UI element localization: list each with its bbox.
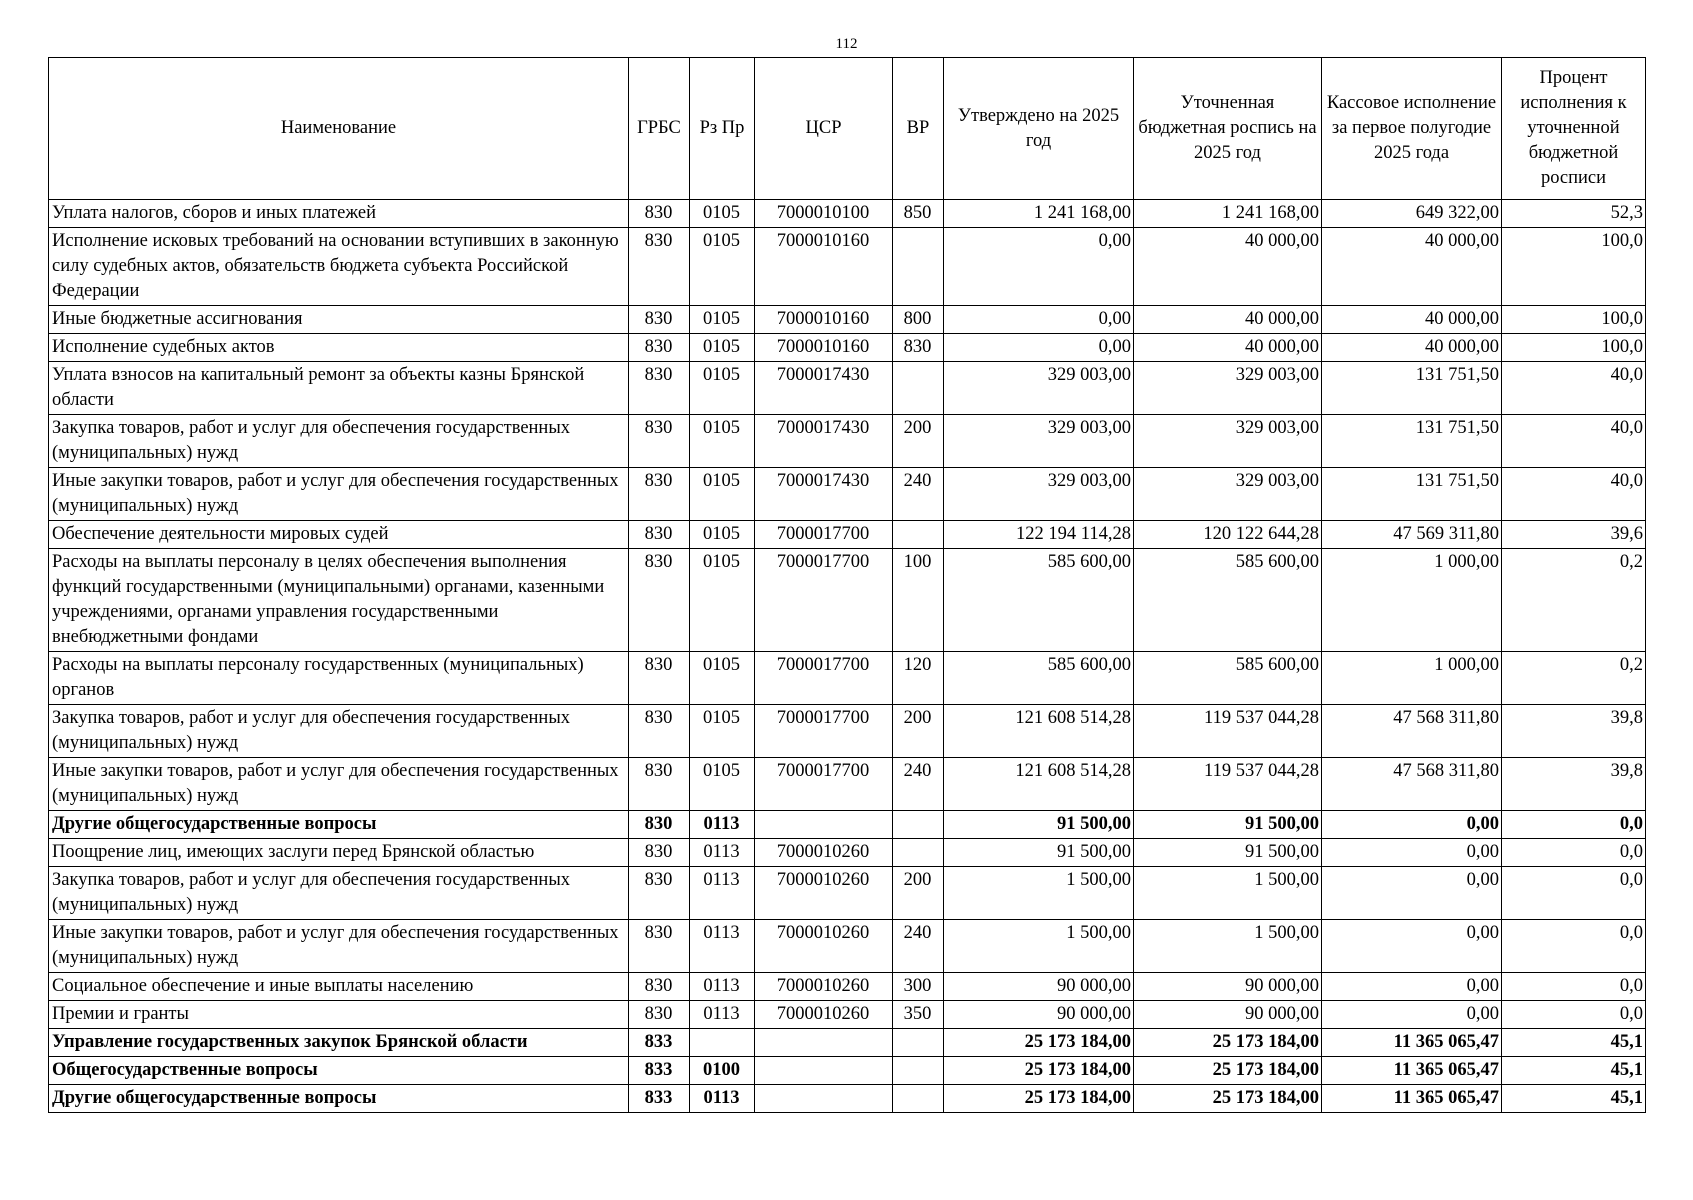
cell-approved: 585 600,00 bbox=[944, 549, 1134, 652]
cell-vr: 240 bbox=[893, 920, 944, 973]
cell-cash: 47 568 311,80 bbox=[1322, 705, 1502, 758]
cell-vr bbox=[893, 1057, 944, 1085]
cell-vr bbox=[893, 1085, 944, 1113]
cell-refined: 1 241 168,00 bbox=[1134, 200, 1322, 228]
cell-rzpr: 0113 bbox=[690, 1001, 755, 1029]
cell-grbs: 833 bbox=[629, 1057, 690, 1085]
cell-name: Иные закупки товаров, работ и услуг для обеспечения государственных (муниципальных) нужд bbox=[49, 920, 629, 973]
cell-vr bbox=[893, 1029, 944, 1057]
cell-rzpr: 0105 bbox=[690, 334, 755, 362]
cell-name: Расходы на выплаты персоналу в целях обеспечения выполнения функций государственными (муниципальными) органами, казенными учреждениями, органами управления государственными внебюджетными фондами bbox=[49, 549, 629, 652]
cell-csr: 7000010160 bbox=[755, 334, 893, 362]
cell-name: Премии и гранты bbox=[49, 1001, 629, 1029]
cell-rzpr: 0105 bbox=[690, 200, 755, 228]
cell-rzpr: 0105 bbox=[690, 415, 755, 468]
page-number: 112 bbox=[835, 36, 858, 52]
cell-vr: 240 bbox=[893, 468, 944, 521]
cell-percent: 45,1 bbox=[1502, 1085, 1646, 1113]
cell-refined: 329 003,00 bbox=[1134, 362, 1322, 415]
cell-cash: 131 751,50 bbox=[1322, 415, 1502, 468]
cell-cash: 0,00 bbox=[1322, 811, 1502, 839]
cell-grbs: 830 bbox=[629, 200, 690, 228]
cell-refined: 1 500,00 bbox=[1134, 867, 1322, 920]
cell-csr: 7000010260 bbox=[755, 973, 893, 1001]
header-vr: ВР bbox=[893, 58, 944, 200]
cell-percent: 0,0 bbox=[1502, 920, 1646, 973]
cell-csr: 7000010100 bbox=[755, 200, 893, 228]
cell-percent: 40,0 bbox=[1502, 362, 1646, 415]
cell-grbs: 830 bbox=[629, 1001, 690, 1029]
cell-vr: 120 bbox=[893, 652, 944, 705]
cell-csr bbox=[755, 811, 893, 839]
cell-grbs: 833 bbox=[629, 1029, 690, 1057]
cell-rzpr: 0113 bbox=[690, 920, 755, 973]
header-percent: Процент исполнения к уточненной бюджетной росписи bbox=[1502, 58, 1646, 200]
cell-cash: 0,00 bbox=[1322, 839, 1502, 867]
cell-refined: 25 173 184,00 bbox=[1134, 1057, 1322, 1085]
cell-approved: 1 241 168,00 bbox=[944, 200, 1134, 228]
cell-approved: 329 003,00 bbox=[944, 415, 1134, 468]
cell-vr bbox=[893, 362, 944, 415]
cell-percent: 100,0 bbox=[1502, 228, 1646, 306]
cell-csr: 7000017700 bbox=[755, 758, 893, 811]
header-refined: Уточненная бюджетная роспись на 2025 год bbox=[1134, 58, 1322, 200]
table-header-row bbox=[49, 58, 1646, 200]
cell-vr: 100 bbox=[893, 549, 944, 652]
cell-vr: 200 bbox=[893, 867, 944, 920]
cell-rzpr: 0105 bbox=[690, 228, 755, 306]
cell-cash: 1 000,00 bbox=[1322, 652, 1502, 705]
cell-csr: 7000017430 bbox=[755, 362, 893, 415]
cell-refined: 585 600,00 bbox=[1134, 652, 1322, 705]
header-cash: Кассовое исполнение за первое полугодие 2025 года bbox=[1322, 58, 1502, 200]
cell-approved: 90 000,00 bbox=[944, 1001, 1134, 1029]
cell-rzpr: 0105 bbox=[690, 521, 755, 549]
cell-refined: 329 003,00 bbox=[1134, 415, 1322, 468]
cell-grbs: 830 bbox=[629, 415, 690, 468]
cell-cash: 40 000,00 bbox=[1322, 306, 1502, 334]
cell-approved: 25 173 184,00 bbox=[944, 1029, 1134, 1057]
cell-vr: 300 bbox=[893, 973, 944, 1001]
cell-approved: 0,00 bbox=[944, 306, 1134, 334]
cell-csr bbox=[755, 1029, 893, 1057]
cell-grbs: 830 bbox=[629, 811, 690, 839]
cell-percent: 39,6 bbox=[1502, 521, 1646, 549]
table-row bbox=[49, 705, 1646, 758]
cell-grbs: 830 bbox=[629, 839, 690, 867]
cell-refined: 40 000,00 bbox=[1134, 306, 1322, 334]
cell-vr: 200 bbox=[893, 415, 944, 468]
cell-name: Иные бюджетные ассигнования bbox=[49, 306, 629, 334]
cell-percent: 100,0 bbox=[1502, 306, 1646, 334]
cell-vr bbox=[893, 228, 944, 306]
cell-vr: 850 bbox=[893, 200, 944, 228]
table-row bbox=[49, 228, 1646, 306]
cell-csr: 7000017700 bbox=[755, 549, 893, 652]
cell-rzpr: 0113 bbox=[690, 1085, 755, 1113]
cell-rzpr: 0105 bbox=[690, 652, 755, 705]
cell-vr: 830 bbox=[893, 334, 944, 362]
cell-csr bbox=[755, 1085, 893, 1113]
cell-cash: 131 751,50 bbox=[1322, 362, 1502, 415]
table-row bbox=[49, 1057, 1646, 1085]
cell-cash: 1 000,00 bbox=[1322, 549, 1502, 652]
cell-vr bbox=[893, 811, 944, 839]
cell-name: Закупка товаров, работ и услуг для обеспечения государственных (муниципальных) нужд bbox=[49, 867, 629, 920]
cell-refined: 91 500,00 bbox=[1134, 811, 1322, 839]
table-row bbox=[49, 1001, 1646, 1029]
cell-grbs: 830 bbox=[629, 306, 690, 334]
cell-rzpr bbox=[690, 1029, 755, 1057]
table-row bbox=[49, 334, 1646, 362]
cell-name: Другие общегосударственные вопросы bbox=[49, 1085, 629, 1113]
cell-refined: 90 000,00 bbox=[1134, 973, 1322, 1001]
cell-refined: 40 000,00 bbox=[1134, 334, 1322, 362]
cell-cash: 47 569 311,80 bbox=[1322, 521, 1502, 549]
cell-approved: 91 500,00 bbox=[944, 811, 1134, 839]
table-row bbox=[49, 920, 1646, 973]
cell-approved: 329 003,00 bbox=[944, 362, 1134, 415]
cell-rzpr: 0105 bbox=[690, 758, 755, 811]
cell-name: Закупка товаров, работ и услуг для обеспечения государственных (муниципальных) нужд bbox=[49, 415, 629, 468]
cell-percent: 100,0 bbox=[1502, 334, 1646, 362]
cell-grbs: 830 bbox=[629, 920, 690, 973]
cell-vr: 200 bbox=[893, 705, 944, 758]
cell-refined: 40 000,00 bbox=[1134, 228, 1322, 306]
table-row bbox=[49, 867, 1646, 920]
cell-approved: 1 500,00 bbox=[944, 867, 1134, 920]
cell-refined: 90 000,00 bbox=[1134, 1001, 1322, 1029]
cell-name: Управление государственных закупок Брянской области bbox=[49, 1029, 629, 1057]
cell-approved: 25 173 184,00 bbox=[944, 1085, 1134, 1113]
cell-rzpr: 0113 bbox=[690, 973, 755, 1001]
cell-grbs: 830 bbox=[629, 468, 690, 521]
cell-grbs: 830 bbox=[629, 334, 690, 362]
cell-refined: 119 537 044,28 bbox=[1134, 758, 1322, 811]
table-row bbox=[49, 549, 1646, 652]
cell-refined: 585 600,00 bbox=[1134, 549, 1322, 652]
cell-grbs: 830 bbox=[629, 973, 690, 1001]
table-row bbox=[49, 839, 1646, 867]
table-row bbox=[49, 652, 1646, 705]
cell-rzpr: 0100 bbox=[690, 1057, 755, 1085]
cell-percent: 0,0 bbox=[1502, 1001, 1646, 1029]
table-row bbox=[49, 200, 1646, 228]
budget-table bbox=[48, 57, 1646, 1113]
cell-csr: 7000017430 bbox=[755, 415, 893, 468]
table-row bbox=[49, 362, 1646, 415]
cell-csr: 7000010260 bbox=[755, 867, 893, 920]
cell-cash: 40 000,00 bbox=[1322, 334, 1502, 362]
table-row bbox=[49, 758, 1646, 811]
cell-name: Обеспечение деятельности мировых судей bbox=[49, 521, 629, 549]
cell-name: Поощрение лиц, имеющих заслуги перед Брянской областью bbox=[49, 839, 629, 867]
cell-approved: 121 608 514,28 bbox=[944, 758, 1134, 811]
cell-rzpr: 0105 bbox=[690, 306, 755, 334]
cell-name: Общегосударственные вопросы bbox=[49, 1057, 629, 1085]
header-rzpr: Рз Пр bbox=[690, 58, 755, 200]
cell-name: Иные закупки товаров, работ и услуг для обеспечения государственных (муниципальных) нужд bbox=[49, 758, 629, 811]
cell-grbs: 830 bbox=[629, 758, 690, 811]
cell-csr: 7000010260 bbox=[755, 839, 893, 867]
cell-csr: 7000017430 bbox=[755, 468, 893, 521]
cell-name: Исполнение исковых требований на основании вступивших в законную силу судебных актов, обязательств бюджета субъекта Российской Федерации bbox=[49, 228, 629, 306]
cell-cash: 0,00 bbox=[1322, 920, 1502, 973]
cell-approved: 0,00 bbox=[944, 228, 1134, 306]
cell-refined: 1 500,00 bbox=[1134, 920, 1322, 973]
cell-percent: 0,0 bbox=[1502, 839, 1646, 867]
cell-rzpr: 0113 bbox=[690, 867, 755, 920]
cell-name: Социальное обеспечение и иные выплаты населению bbox=[49, 973, 629, 1001]
cell-percent: 40,0 bbox=[1502, 415, 1646, 468]
cell-cash: 11 365 065,47 bbox=[1322, 1057, 1502, 1085]
cell-approved: 585 600,00 bbox=[944, 652, 1134, 705]
table-row bbox=[49, 973, 1646, 1001]
cell-refined: 25 173 184,00 bbox=[1134, 1085, 1322, 1113]
cell-name: Другие общегосударственные вопросы bbox=[49, 811, 629, 839]
cell-rzpr: 0113 bbox=[690, 811, 755, 839]
cell-approved: 91 500,00 bbox=[944, 839, 1134, 867]
cell-name: Иные закупки товаров, работ и услуг для обеспечения государственных (муниципальных) нужд bbox=[49, 468, 629, 521]
cell-name: Уплата взносов на капитальный ремонт за объекты казны Брянской области bbox=[49, 362, 629, 415]
cell-name: Закупка товаров, работ и услуг для обеспечения государственных (муниципальных) нужд bbox=[49, 705, 629, 758]
cell-name: Расходы на выплаты персоналу государственных (муниципальных) органов bbox=[49, 652, 629, 705]
cell-percent: 0,2 bbox=[1502, 652, 1646, 705]
cell-percent: 40,0 bbox=[1502, 468, 1646, 521]
cell-percent: 0,2 bbox=[1502, 549, 1646, 652]
cell-percent: 52,3 bbox=[1502, 200, 1646, 228]
cell-grbs: 830 bbox=[629, 705, 690, 758]
cell-cash: 0,00 bbox=[1322, 867, 1502, 920]
cell-cash: 0,00 bbox=[1322, 973, 1502, 1001]
cell-rzpr: 0105 bbox=[690, 549, 755, 652]
cell-vr: 350 bbox=[893, 1001, 944, 1029]
header-grbs: ГРБС bbox=[629, 58, 690, 200]
cell-name: Исполнение судебных актов bbox=[49, 334, 629, 362]
table-row bbox=[49, 306, 1646, 334]
cell-rzpr: 0105 bbox=[690, 705, 755, 758]
cell-vr: 240 bbox=[893, 758, 944, 811]
cell-percent: 39,8 bbox=[1502, 758, 1646, 811]
cell-grbs: 830 bbox=[629, 228, 690, 306]
cell-csr: 7000010260 bbox=[755, 920, 893, 973]
cell-percent: 0,0 bbox=[1502, 811, 1646, 839]
cell-csr: 7000017700 bbox=[755, 521, 893, 549]
header-name: Наименование bbox=[49, 58, 629, 200]
cell-csr: 7000010260 bbox=[755, 1001, 893, 1029]
cell-cash: 649 322,00 bbox=[1322, 200, 1502, 228]
cell-percent: 45,1 bbox=[1502, 1057, 1646, 1085]
table-body bbox=[49, 200, 1646, 1113]
cell-refined: 120 122 644,28 bbox=[1134, 521, 1322, 549]
header-approved: Утверждено на 2025 год bbox=[944, 58, 1134, 200]
cell-vr: 800 bbox=[893, 306, 944, 334]
cell-rzpr: 0105 bbox=[690, 468, 755, 521]
cell-grbs: 830 bbox=[629, 867, 690, 920]
table-row bbox=[49, 468, 1646, 521]
cell-refined: 91 500,00 bbox=[1134, 839, 1322, 867]
cell-approved: 121 608 514,28 bbox=[944, 705, 1134, 758]
cell-rzpr: 0105 bbox=[690, 362, 755, 415]
cell-approved: 122 194 114,28 bbox=[944, 521, 1134, 549]
cell-cash: 0,00 bbox=[1322, 1001, 1502, 1029]
table-row bbox=[49, 415, 1646, 468]
cell-percent: 39,8 bbox=[1502, 705, 1646, 758]
cell-approved: 329 003,00 bbox=[944, 468, 1134, 521]
table-row bbox=[49, 521, 1646, 549]
cell-refined: 25 173 184,00 bbox=[1134, 1029, 1322, 1057]
cell-cash: 131 751,50 bbox=[1322, 468, 1502, 521]
cell-vr bbox=[893, 839, 944, 867]
cell-refined: 329 003,00 bbox=[1134, 468, 1322, 521]
header-csr: ЦСР bbox=[755, 58, 893, 200]
cell-grbs: 830 bbox=[629, 521, 690, 549]
cell-percent: 0,0 bbox=[1502, 973, 1646, 1001]
cell-csr: 7000017700 bbox=[755, 652, 893, 705]
cell-csr: 7000010160 bbox=[755, 228, 893, 306]
cell-cash: 11 365 065,47 bbox=[1322, 1085, 1502, 1113]
cell-vr bbox=[893, 521, 944, 549]
cell-grbs: 830 bbox=[629, 652, 690, 705]
cell-cash: 40 000,00 bbox=[1322, 228, 1502, 306]
cell-grbs: 833 bbox=[629, 1085, 690, 1113]
table-row bbox=[49, 1029, 1646, 1057]
table-row bbox=[49, 1085, 1646, 1113]
table-row bbox=[49, 811, 1646, 839]
cell-name: Уплата налогов, сборов и иных платежей bbox=[49, 200, 629, 228]
cell-cash: 47 568 311,80 bbox=[1322, 758, 1502, 811]
cell-approved: 1 500,00 bbox=[944, 920, 1134, 973]
cell-approved: 25 173 184,00 bbox=[944, 1057, 1134, 1085]
cell-cash: 11 365 065,47 bbox=[1322, 1029, 1502, 1057]
cell-approved: 90 000,00 bbox=[944, 973, 1134, 1001]
cell-rzpr: 0113 bbox=[690, 839, 755, 867]
cell-csr bbox=[755, 1057, 893, 1085]
cell-percent: 45,1 bbox=[1502, 1029, 1646, 1057]
cell-grbs: 830 bbox=[629, 362, 690, 415]
cell-grbs: 830 bbox=[629, 549, 690, 652]
cell-percent: 0,0 bbox=[1502, 867, 1646, 920]
cell-approved: 0,00 bbox=[944, 334, 1134, 362]
cell-csr: 7000017700 bbox=[755, 705, 893, 758]
cell-refined: 119 537 044,28 bbox=[1134, 705, 1322, 758]
cell-csr: 7000010160 bbox=[755, 306, 893, 334]
